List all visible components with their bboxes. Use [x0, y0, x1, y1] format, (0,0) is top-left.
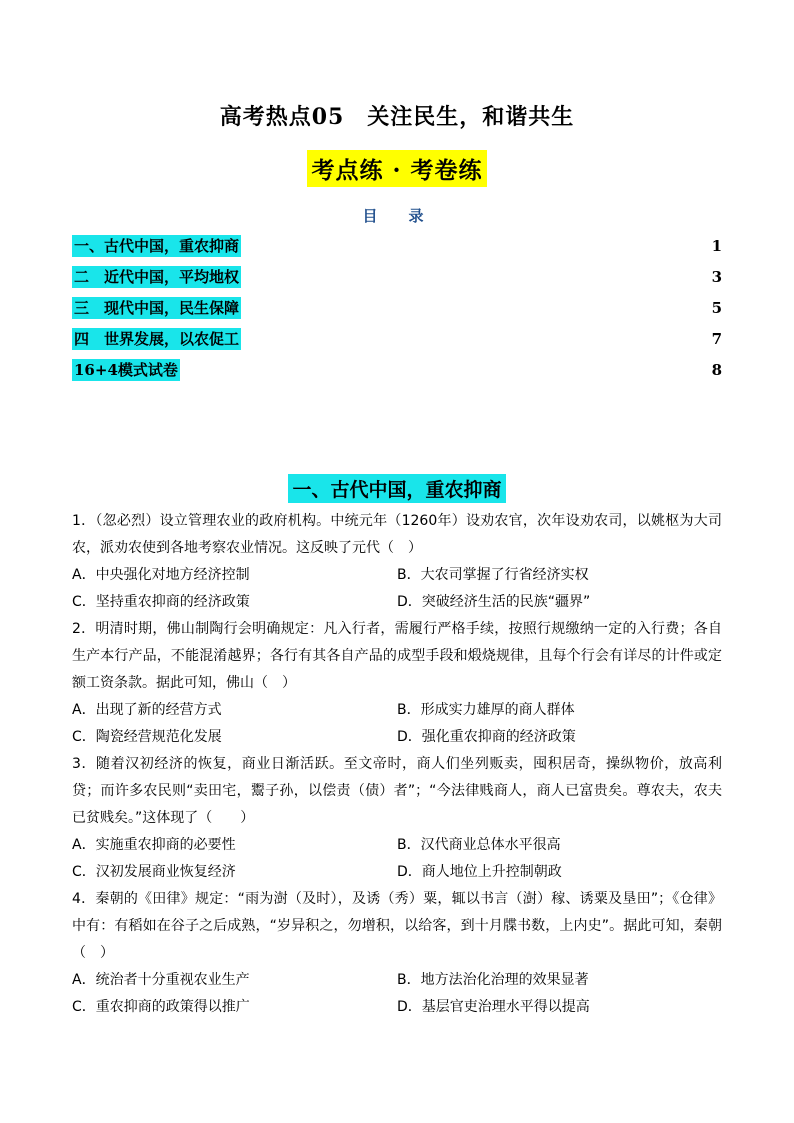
question-stem: 1．（忽必烈）设立管理农业的政府机构。中统元年（1260年）设劝农官，次年设劝农司，以姚枢为大司农，派劝农使到各地考察农业情况。这反映了元代（ ） [72, 513, 722, 556]
toc-item-page: 3 [711, 268, 722, 286]
subtitle-container [0, 150, 794, 187]
question-stem: 2．明清时期，佛山制陶行会明确规定：凡入行者，需履行严格手续，按照行规缴纳一定的入行费；各自生产本行产品，不能混淆越界；各行有其各自产品的成型手段和煅烧规律，且每个行会有详尽的计件或定额工资条款。据此可知，佛山（ ） [72, 621, 722, 691]
toc-item-label[interactable]: 四 世界发展，以农促工 [74, 330, 240, 348]
option-b[interactable]: B．大农司掌握了行省经济实权 [397, 567, 589, 583]
toc-item-page: 5 [711, 299, 722, 317]
option-a[interactable]: A．统治者十分重视农业生产 [72, 972, 250, 988]
question [72, 751, 722, 886]
option-a[interactable]: A．出现了新的经营方式 [72, 702, 222, 718]
question-options [72, 562, 722, 616]
option-c[interactable]: C．重农抑商的政策得以推广 [72, 999, 250, 1015]
toc-item[interactable] [72, 328, 722, 359]
section-heading-container [0, 474, 794, 503]
toc-item[interactable] [72, 235, 722, 266]
option-c[interactable]: C．陶瓷经营规范化发展 [72, 729, 222, 745]
option-d[interactable]: D．基层官吏治理水平得以提高 [397, 999, 590, 1015]
page-title: 高考热点05 关注民生，和谐共生 [219, 104, 575, 130]
toc-item[interactable] [72, 359, 722, 390]
question [72, 616, 722, 751]
page-subtitle: 考点练 · 考卷练 [307, 150, 486, 187]
question-options [72, 967, 722, 1021]
toc-item-page: 7 [711, 330, 722, 348]
toc-item[interactable] [72, 297, 722, 328]
section-heading: 一、古代中国，重农抑商 [288, 474, 505, 503]
toc-item-label[interactable]: 一、古代中国，重农抑商 [74, 237, 240, 255]
question-options [72, 697, 722, 751]
question [72, 508, 722, 616]
toc-item-page: 1 [711, 237, 722, 255]
option-b[interactable]: B．形成实力雄厚的商人群体 [397, 702, 575, 718]
option-d[interactable]: D．商人地位上升控制朝政 [397, 864, 562, 880]
toc-item-page: 8 [711, 361, 722, 379]
toc-item[interactable] [72, 266, 722, 297]
option-d[interactable]: D．强化重农抑商的经济政策 [397, 729, 576, 745]
option-b[interactable]: B．地方法治化治理的效果显著 [397, 972, 589, 988]
question [72, 886, 722, 1021]
toc-item-label[interactable]: 16+4模式试卷 [74, 361, 178, 379]
option-b[interactable]: B．汉代商业总体水平很高 [397, 837, 561, 853]
toc-item-label[interactable]: 二 近代中国，平均地权 [74, 268, 240, 286]
option-c[interactable]: C．坚持重农抑商的经济政策 [72, 594, 250, 610]
question-list [72, 508, 722, 1021]
option-c[interactable]: C．汉初发展商业恢复经济 [72, 864, 236, 880]
option-d[interactable]: D．突破经济生活的民族“疆界” [397, 594, 591, 610]
question-stem: 3．随着汉初经济的恢复，商业日渐活跃。至文帝时，商人们坐列贩卖，囤积居奇，操纵物价，放高利贷；而许多农民则“卖田宅，鬻子孙，以偿责（债）者”；“今法律贱商人，商人已富贵矣。尊农夫，农夫已贫贱矣。”这体现了（ ） [72, 756, 722, 826]
option-a[interactable]: A．中央强化对地方经济控制 [72, 567, 250, 583]
toc-item-label[interactable]: 三 现代中国，民生保障 [74, 299, 240, 317]
question-options [72, 832, 722, 886]
option-a[interactable]: A．实施重农抑商的必要性 [72, 837, 236, 853]
question-stem: 4．秦朝的《田律》规定：“雨为澍（及时），及诱（秀）粟，辄以书言（澍）稼、诱粟及垦田”；《仓律》中有：有稻如在谷子之后成熟，“岁异积之，勿增积，以给客，到十月牒书数，上内史”。据此可知，秦朝（ ） [72, 891, 722, 961]
toc-heading: 目 录 [362, 207, 432, 225]
table-of-contents [72, 235, 722, 390]
